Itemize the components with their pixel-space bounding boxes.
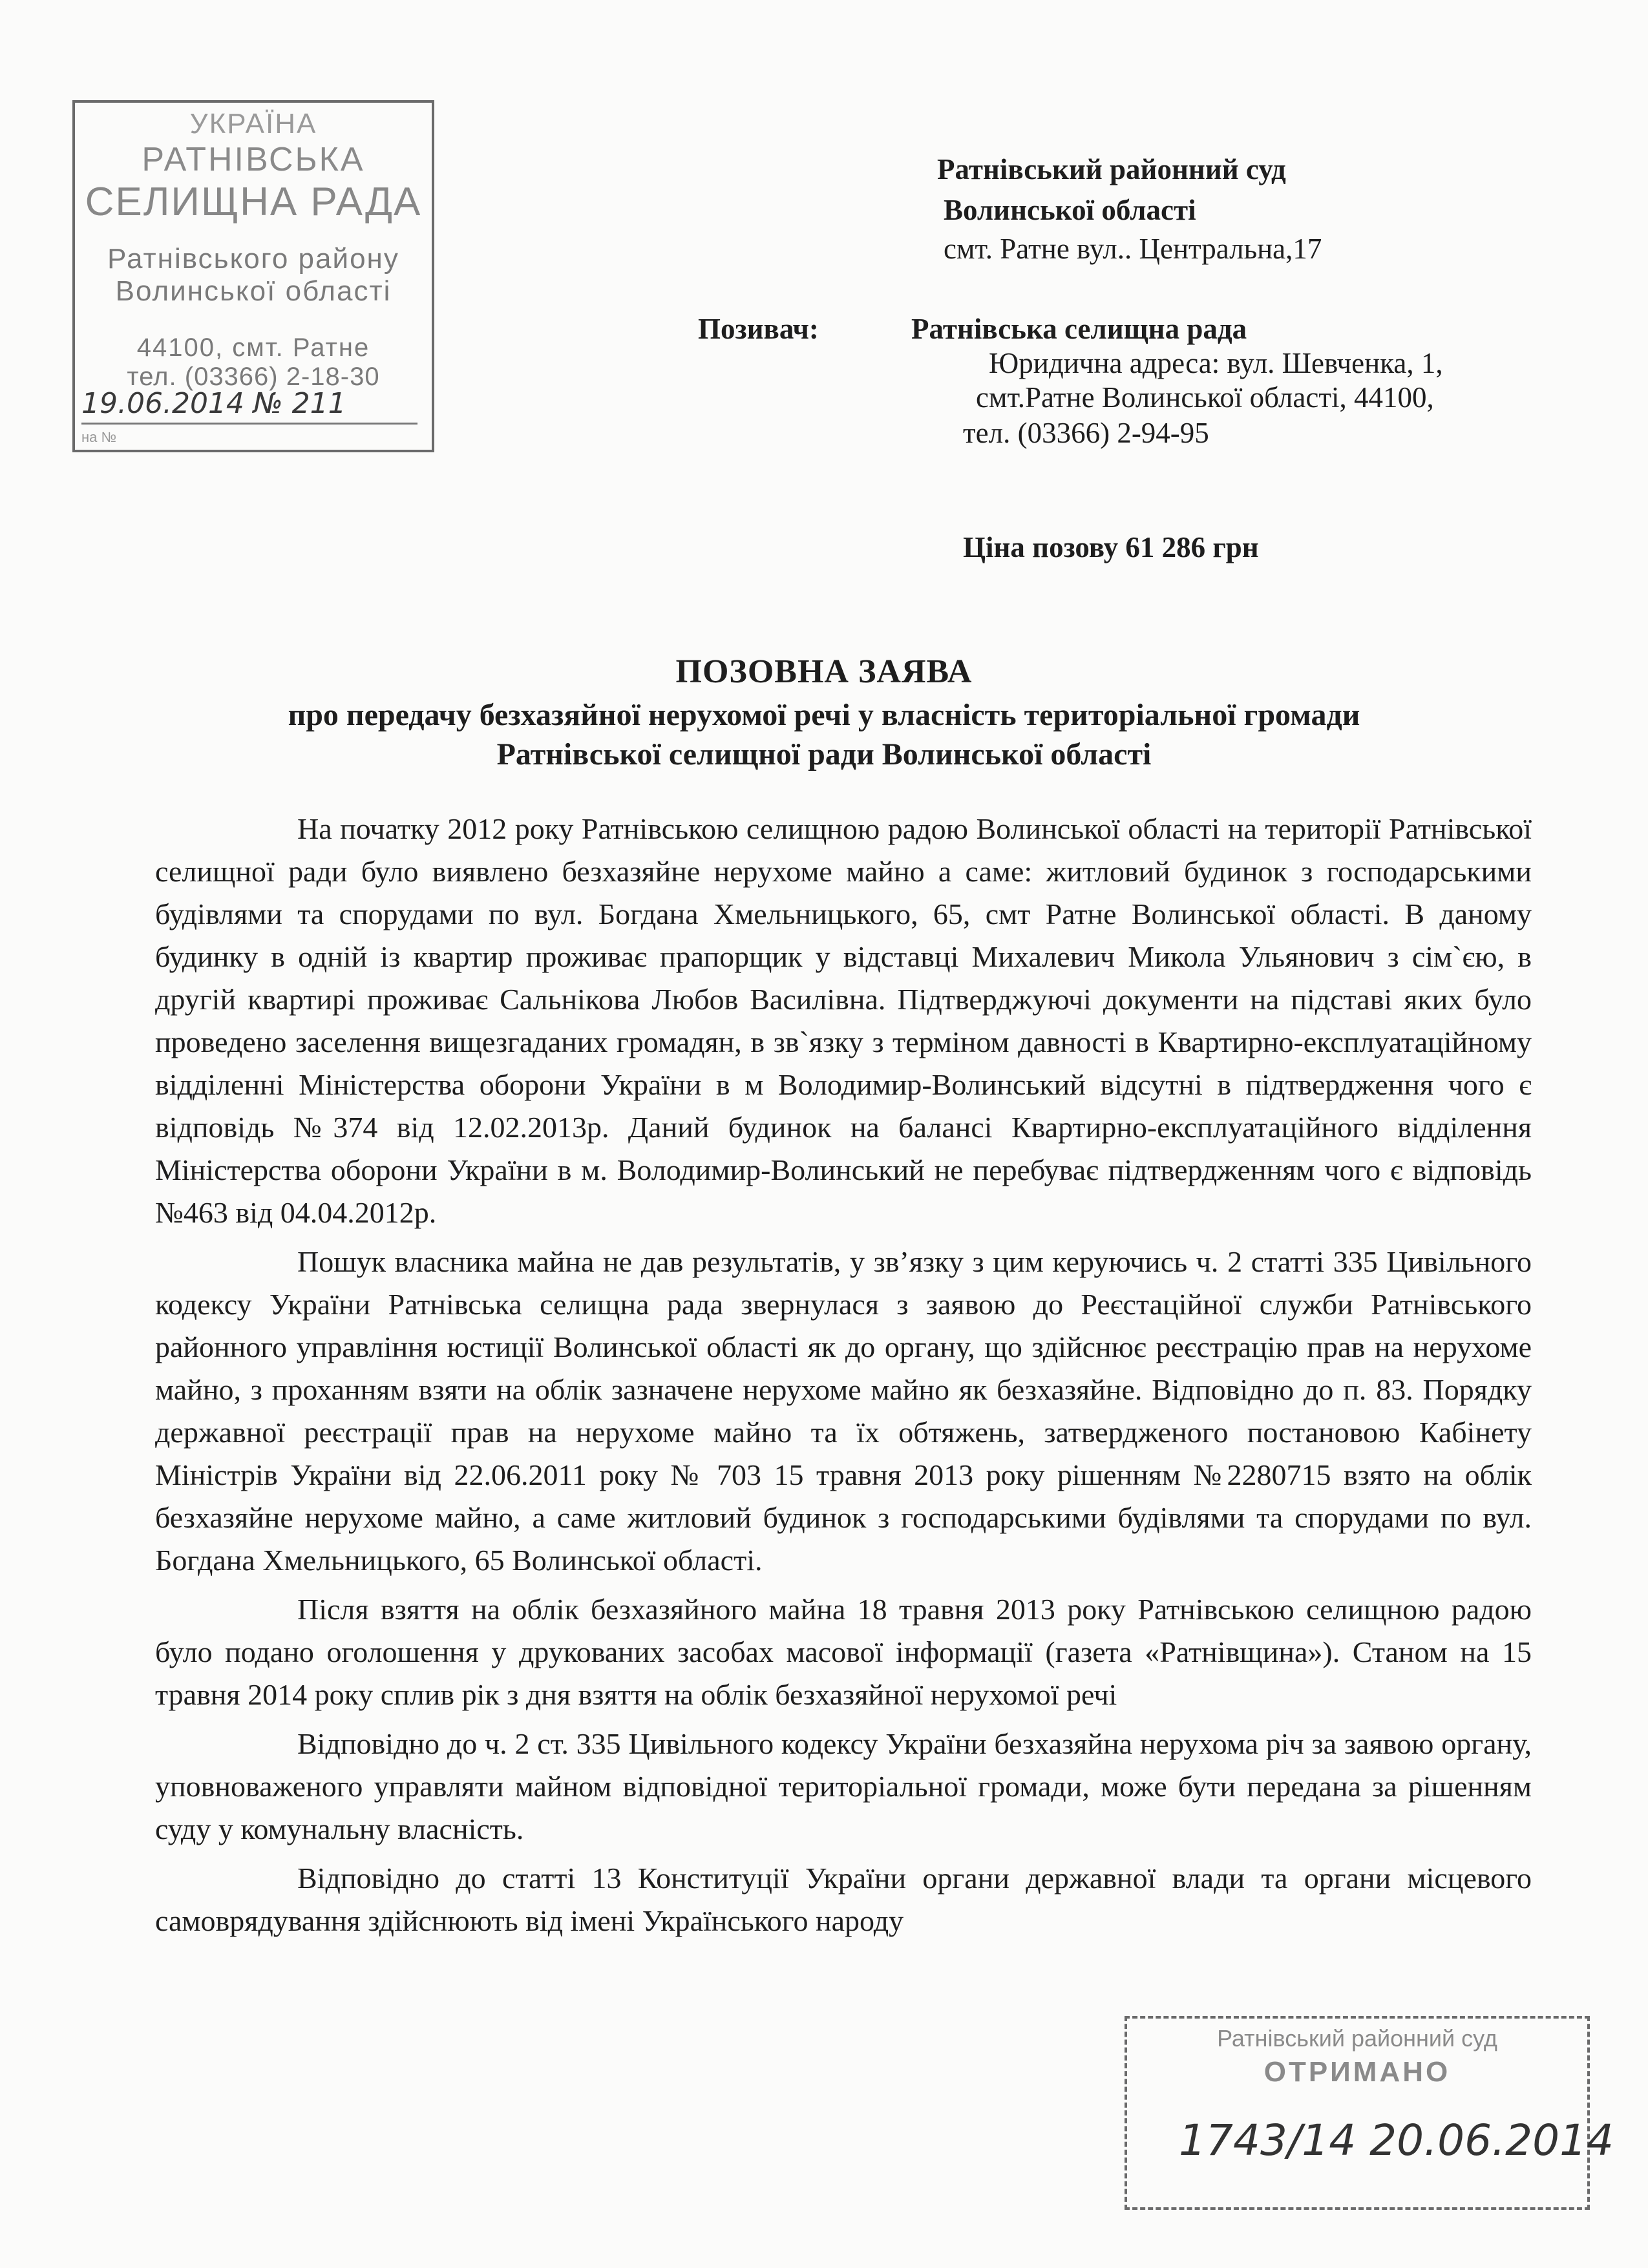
claim-price: Ціна позову 61 286 грн bbox=[963, 531, 1259, 563]
plaintiff-label: Позивач: bbox=[698, 313, 819, 345]
stamp-line: 44100, смт. Ратне bbox=[136, 333, 370, 362]
stamp-line: УКРАЇНА bbox=[189, 108, 317, 140]
registration-date: 19.06.2014 № 211 bbox=[81, 387, 346, 420]
court-region: Волинської області bbox=[944, 194, 1196, 226]
stamp-court-line: Ратнівський районний суд bbox=[1217, 2025, 1497, 2052]
registration-number-label: на № bbox=[81, 429, 117, 445]
body-paragraph: Відповідно до статті 13 Конституції України органи державної влади та органи місцевого самоврядування здійснюють від імені Українського народу bbox=[155, 1862, 1532, 1937]
registration-underline bbox=[81, 423, 417, 425]
plaintiff-address-line1: Юридична адреса: вул. Шевченка, 1, bbox=[989, 347, 1443, 379]
plaintiff-address-line2: смт.Ратне Волинської області, 44100, bbox=[976, 381, 1434, 414]
title-main: ПОЗОВНА ЗАЯВА bbox=[675, 653, 973, 690]
plaintiff-name: Ратнівська селищна рада bbox=[911, 313, 1247, 345]
document-body bbox=[155, 808, 1532, 1942]
registration-stamp bbox=[72, 100, 434, 452]
document-title bbox=[116, 653, 1532, 772]
stamp-received-line: ОТРИМАНО bbox=[1263, 2056, 1451, 2088]
stamp-line: СЕЛИЩНА РАДА bbox=[85, 180, 422, 224]
stamp-line: тел. (03366) 2-18-30 bbox=[127, 362, 380, 391]
body-paragraph: Після взяття на облік безхазяйного майна 18 травня 2013 року Ратнівською селищною радою було подано оголошення у друкованих засобах масової інформації (газета «Ратнівщина»). Станом на 15 травня 2014 року сплив рік з дня взяття на облік безхазяйної нерухомої речі bbox=[155, 1593, 1532, 1711]
plaintiff-phone: тел. (03366) 2-94-95 bbox=[963, 417, 1209, 449]
body-paragraph: Відповідно до ч. 2 ст. 335 Цивільного кодексу України безхазяйна нерухома річ за заявою органу, уповноваженого управляти майном відповідної територіальної громади, може бути передана за рішенням суду у комунальну власність. bbox=[155, 1727, 1532, 1845]
stamp-line: Ратнівського району bbox=[107, 243, 399, 275]
court-receipt-stamp bbox=[1125, 2016, 1614, 2210]
stamp-line: Волинської області bbox=[115, 275, 392, 307]
body-paragraph: Пошук власника майна не дав результатів, у зв’язку з цим керуючись ч. 2 статті 335 Цивільного кодексу України Ратнівська селищна рада звернулася з заявою до Реєстаційної служби Ратнівського районного управління юстиції Волинської області як до органу, що здійснює реєстрацію прав на нерухоме майно, з проханням взяти на облік зазначене нерухоме майно як безхазяйне. Відповідно до п. 83. Порядку державної реєстрації прав на нерухоме майно та їх обтяжень, затвердженого постановою Кабінету Міністрів України від 22.06.2011 року № 703 15 травня 2013 року рішенням №2280715 взято на облік безхазяйне нерухоме майно, а саме житловий будинок з господарськими будівлями та спорудами по вул. Богдана Хмельницького, 65 Волинської області. bbox=[155, 1245, 1532, 1577]
title-subtitle-line1: про передачу безхазяйної нерухомої речі у власність територіальної громади bbox=[288, 698, 1360, 732]
court-name: Ратнівський районний суд bbox=[937, 153, 1286, 185]
body-paragraph: На початку 2012 року Ратнівською селищною радою Волинської області на території Ратнівської селищної ради було виявлено безхазяйне нерухоме майно а саме: житловий будинок з господарськими будівлями та спорудами по вул. Богдана Хмельницького, 65, смт Ратне Волинської області. В даному будинку в одній із квартир проживає прапорщик у відставці Михалевич Микола Ульянович з сім`єю, в другій квартирі проживає Сальнікова Любов Василівна. Підтверджуючі документи на підставі яких було проведено заселення вищезгаданих громадян, в зв`язку з терміном давності в Квартирно-експлуатаційному відділенні Міністерства оборони України в м Володимир-Волинський відсутні в підтвердження чого є відповідь №374 від 12.02.2013р. Даний будинок на балансі Квартирно-експлуатаційного відділення Міністерства оборони України в м. Володимир-Волинський не перебуває підтвердженням чого є відповідь №463 від 04.04.2012р. bbox=[155, 812, 1532, 1229]
title-subtitle-line2: Ратнівської селищної ради Волинської області bbox=[496, 737, 1152, 772]
court-address: смт. Ратне вул.. Центральна,17 bbox=[944, 233, 1322, 265]
stamp-line: РАТНІВСЬКА bbox=[142, 141, 365, 178]
handwritten-registration: 1743/14 20.06.2014 bbox=[1179, 2116, 1614, 2165]
